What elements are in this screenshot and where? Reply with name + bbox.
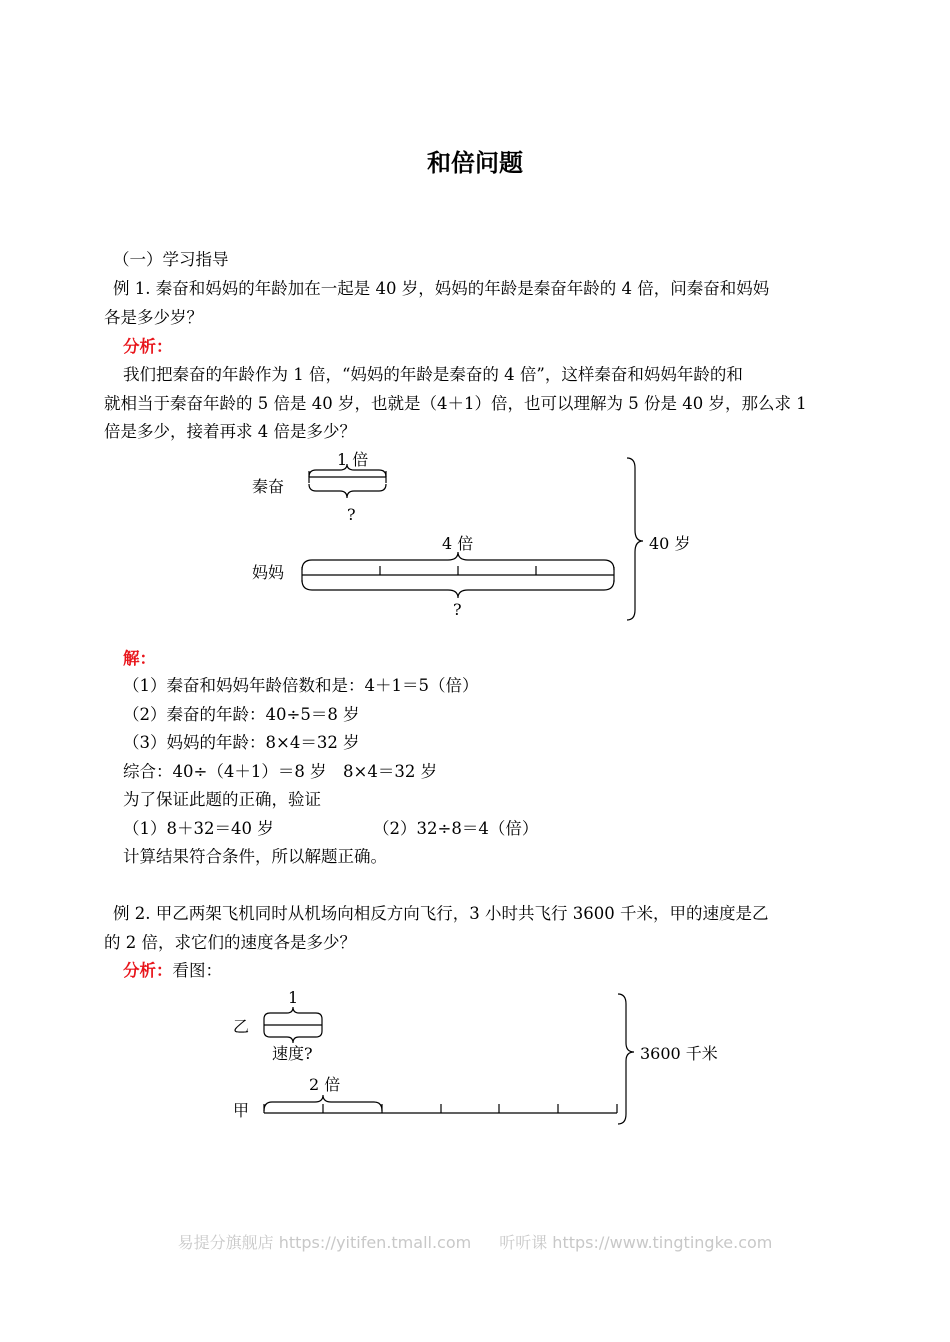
yi-segment xyxy=(264,1019,322,1031)
conclusion: 计算结果符合条件，所以解题正确。 xyxy=(123,847,387,866)
example1-analysis-line2: 就相当于秦奋年龄的 5 倍是 40 岁，也就是（4＋1）倍，也可以理解为 5 份是 40 岁，那么求 1 xyxy=(104,394,807,413)
qinfen-label: 秦奋 xyxy=(252,477,285,496)
verify-intro: 为了保证此题的正确，验证 xyxy=(123,790,321,809)
example1-question-line2: 各是多少岁？ xyxy=(104,308,203,327)
footer-watermark xyxy=(0,1230,950,1253)
one-label: 1 xyxy=(288,988,299,1007)
mama-question-mark: ? xyxy=(453,600,462,619)
solution-step-2: （2）秦奋的年龄：40÷5＝8 岁 xyxy=(123,705,360,724)
example1-question-line1: 例 1. 秦奋和妈妈的年龄加在一起是 40 岁，妈妈的年龄是秦奋年龄的 4 倍，问秦奋和妈妈 xyxy=(113,279,770,298)
four-times-label: 4 倍 xyxy=(442,534,474,553)
jia-label: 甲 xyxy=(233,1101,250,1120)
one-times-label: 1 倍 xyxy=(337,450,369,469)
example1-analysis-line3: 倍是多少，接着再求 4 倍是多少？ xyxy=(104,422,356,441)
yi-bottom-brace xyxy=(264,1031,322,1043)
example1-solution-label: 解： xyxy=(123,649,156,668)
jia-segment xyxy=(264,1104,617,1113)
yi-top-brace xyxy=(264,1007,322,1019)
total-40-label: 40 岁 xyxy=(649,534,691,553)
verify-1: （1）8＋32＝40 岁 xyxy=(123,819,274,838)
example2-analysis-text: 看图： xyxy=(172,961,222,980)
two-times-label: 2 倍 xyxy=(309,1075,341,1094)
example2-question-line2: 的 2 倍，求它们的速度各是多少？ xyxy=(104,933,356,952)
total-3600-label: 3600 千米 xyxy=(640,1044,718,1063)
solution-step-3: （3）妈妈的年龄：8×4＝32 岁 xyxy=(123,733,360,752)
mama-label: 妈妈 xyxy=(252,563,285,582)
example1-analysis-line1: 我们把秦奋的年龄作为 1 倍，“妈妈的年龄是秦奋的 4 倍”，这样秦奋和妈妈年龄的和 xyxy=(123,365,743,384)
verify-2: （2）32÷8＝4（倍） xyxy=(373,819,539,838)
footer-left-link[interactable]: 易提分旗舰店 https://yitifen.tmall.com xyxy=(177,1233,472,1252)
total-brace-3600 xyxy=(618,994,634,1124)
example2-question-line1: 例 2. 甲乙两架飞机同时从机场向相反方向飞行，3 小时共飞行 3600 千米，甲的速度是乙 xyxy=(113,904,769,923)
footer-right-link[interactable]: 听听课 https://www.tingtingke.com xyxy=(499,1233,773,1252)
example1-analysis-label: 分析： xyxy=(123,337,173,356)
solution-combined: 综合：40÷（4＋1）＝8 岁 8×4＝32 岁 xyxy=(123,762,438,781)
solution-step-1: （1）秦奋和妈妈年龄倍数和是：4＋1＝5（倍） xyxy=(123,676,479,695)
speed-label: 速度? xyxy=(272,1044,313,1063)
page-title: 和倍问题 xyxy=(427,149,523,177)
section-heading: （一）学习指导 xyxy=(113,250,229,269)
yi-label: 乙 xyxy=(233,1017,250,1036)
example2-analysis-label: 分析： xyxy=(123,961,173,980)
qinfen-question-mark: ? xyxy=(347,505,356,524)
